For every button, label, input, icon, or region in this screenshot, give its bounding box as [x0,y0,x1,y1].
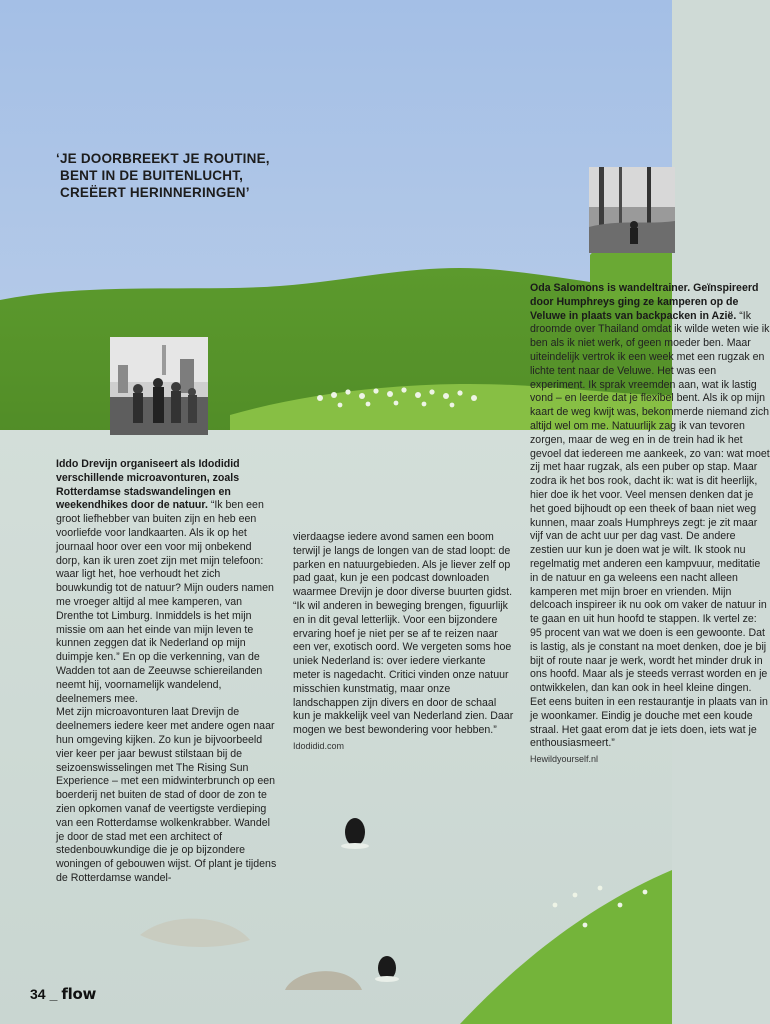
body-text: “Ik droomde over Thailand omdat ik wilde weten wie ik ben als ik niet werk, of geen moeder ben. Maar uiteindelijk vertrok ik een week met een rugzak en lichte tent naar de Veluwe. Het was een experiment. Ik sprak vreemden aan, wat ik lastig vond – en leerde dat je flexibel bent. Als ik op mijn kaart de weg kwijt was, bekommerde niemand zich altijd wel om me. Natuurlijk zag ik van tevoren zorgen, maar de weg en in de trein had ik het gevoel dat iedereen me aankeek, zo van: wat moet zij met haar rugzak, als een puber op stap. Maar zodra ik het bos rook, dacht ik: wat is dit heerlijk, hier doe ik het voor. Veel mensen denken dat je het goed bijhoudt op een theek of baan niet weg kunnen, maar zoals Humphreys zegt: je zit maar vijf van de acht uur per dag vast. De andere zestien uur kun je doen wat je wilt. Ik stook nu regelmatig met anderen een kampvuur, meditatie in de natuur en ga weleens een nacht alleen kamperen met mijn broer en vrienden. Mijn delcoach inspireer ik nu ook om vaker de natuur in te gaan en uit hun hoofd te stappen. Ik vertel ze: 95 procent van wat we doen is een gewoonte. Dat is lastig, als je constant na moet denken, doe je bij bijt of route naar je werk, wordt het minder druk in ons hoofd. Maar als je steeds verrast worden en je ontwikkelen, dan kan ook in heel kleine dingen. Eet eens buiten in een restaurantje in plaats van in je woonkamer. Eindig je douche met een koude straal. Het gaat erom dat je iets doen, iets wat je enthousiasmeert.” [530,309,770,750]
pull-quote-line-3: CREËERT HERINNERINGEN’ [60,185,250,200]
portrait-photo-oda [589,167,675,253]
website-credit: Hewildyourself.nl [530,754,599,765]
paragraph: vierdaagse iedere avond samen een boom terwijl je langs de longen van de stad loopt: de parken en natuurgebieden. Als je liever zelf op pad gaat, kun je een podcast downloaden waarmee Drevijn je door diverse buurten gidst. [293,531,513,599]
lead-text: Iddo Drevijn organiseert als Idodidid verschillende microavonturen, zoals Rotterdamse stadswandelingen en weekendhikes door de natuur. [56,458,240,512]
footer-separator: _ [49,986,58,1002]
group-photo-image [110,337,208,435]
article-column-left [56,458,278,886]
article-column-middle [293,531,515,754]
paragraph: “Ik wil anderen in beweging brengen, figuurlijk en in dit geval letterlijk. Voor een bijzondere ervaring hoef je niet per se af te reizen naar een ver, exotisch oord. We vergeten soms hoe uniek Nederland is: over iedere vierkante meter is nagedacht. Critici vinden onze natuur misschien kunstmatig, maar onze landschappen zijn divers en door de schaal kun je makkelijk veel van Nederland zien. Daar mogen we best bewondering voor hebben.” [293,599,514,737]
pull-quote-line-1: ‘JE DOORBREEKT JE ROUTINE, [56,151,270,166]
pull-quote [56,150,316,201]
portrait-photo-iddo [110,337,208,435]
lead-text: Oda Salomons is wandeltrainer. Geïnspireerd door Humphreys ging ze kamperen op de Veluwe in plaats van backpacken in Azië. [530,282,759,322]
paragraph-intro [56,458,278,706]
paragraph: Met zijn microavonturen laat Drevijn de deelnemers iedere keer met andere ogen naar hun omgeving kijken. Zo kun je bijvoorbeeld vier keer per jaar bewust stilstaan bij de seizoenswisselingen met The Rising Sun Experience – met een midwinterbrunch op een boerderij net buiten de stad of door de zon te zien opkomen vanaf de veertigste verdieping van een Rotterdamse wolkenkrabber. Wandel je door de stad met een architect of stedenbouwkundige die je op bijzondere woningen of gebouwen wijst. Of plant je tijdens de Rotterdamse wandel- [56,706,277,884]
article-column-right [530,282,770,767]
body-text: “Ik ben een groot liefhebber van buiten zijn en heb een voorliefde voor landkaarten. Als ik op het journaal hoor over een voor mij onbekend dorp, kan ik uren zoet zijn met mijn telefoon: waar ligt het, hoe verhoudt het zich bouwkundig tot de natuur? Mijn ouders namen me vroeger altijd al mee kamperen, van Drenthe tot Limburg. Inmiddels is het mijn missie om aan het einde van mijn leven te kunnen zeggen dat ik Nederland op mijn duimpje ken.” En op die verkenning, van de Wadden tot aan de Zeeuwse schiereilanden neemt hij, voornamelijk wandelend, deelnemers mee. [56,499,274,705]
page-footer [30,985,96,1003]
pull-quote-line-2: BENT IN DE BUITENLUCHT, [60,168,244,183]
magazine-logo: flow [61,985,97,1003]
website-credit: Idodidid.com [293,740,345,751]
forest-photo-image [589,167,675,253]
page-number: 34 [30,986,46,1002]
paragraph-intro [530,282,770,751]
article-column-right-clipped [530,282,770,962]
